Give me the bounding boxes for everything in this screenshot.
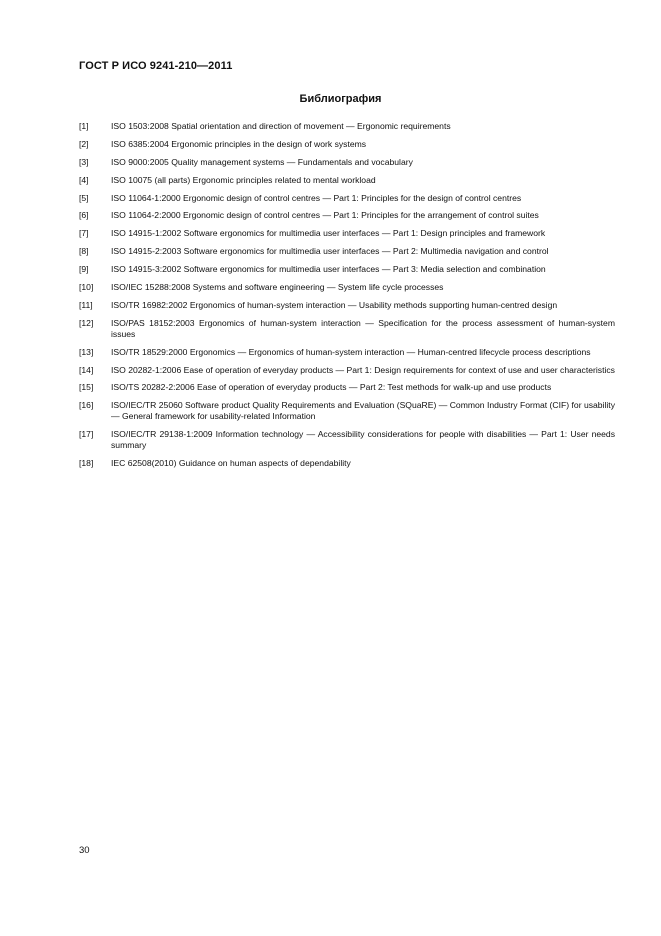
reference-item [79,246,615,257]
reference-number: [4] [79,174,89,185]
reference-item [79,121,615,132]
reference-item [79,139,615,150]
reference-item [79,228,615,239]
reference-item [79,429,615,451]
reference-text: ISO 9000:2005 Quality management systems — Fundamentals and vocabulary [111,156,413,167]
reference-number: [8] [79,246,89,257]
reference-number: [12] [79,317,94,328]
reference-text: ISO/IEC/TR 29138-1:2009 Information technology — Accessibility considerations for people with disabilities — Part 1: User needs summary [111,429,615,451]
reference-item [79,382,615,393]
bibliography-list [79,121,615,476]
reference-text: ISO 6385:2004 Ergonomic principles in the design of work systems [111,138,367,149]
reference-item [79,282,615,293]
reference-text: ISO 14915-2:2003 Software ergonomics for multimedia user interfaces — Part 2: Multimedia navigation and control [111,246,549,257]
reference-text: ISO/IEC 15288:2008 Systems and software engineering — System life cycle processes [111,282,444,293]
reference-number: [3] [79,156,89,167]
reference-text: ISO 11064-1:2000 Ergonomic design of control centres — Part 1: Principles for the design of control centres [111,192,522,203]
reference-text: ISO/TR 16982:2002 Ergonomics of human-system interaction — Usability methods supporting human-centred design [111,299,558,310]
page-number: 30 [79,845,90,856]
reference-number: [15] [79,382,94,393]
reference-item [79,347,615,358]
reference-number: [13] [79,346,94,357]
reference-number: [18] [79,458,94,469]
reference-item [79,193,615,204]
reference-number: [1] [79,121,89,131]
reference-item [79,264,615,275]
reference-text: IEC 62508(2010) Guidance on human aspects of dependability [111,458,351,469]
reference-item [79,365,615,376]
document-header: ГОСТ Р ИСО 9241-210—2011 [79,60,233,72]
reference-text: ISO 14915-3:2002 Software ergonomics for multimedia user interfaces — Part 3: Media selection and combination [111,264,546,275]
reference-item [79,300,615,311]
reference-number: [9] [79,264,89,275]
reference-number: [14] [79,364,94,375]
reference-item [79,458,615,469]
reference-number: [6] [79,210,89,221]
reference-text: ISO/IEC/TR 25060 Software product Quality Requirements and Evaluation (SQuaRE) — Common Industry Format (CIF) for usability — General framework for usability-related Information [111,400,615,422]
reference-number: [10] [79,282,94,293]
reference-item [79,157,615,168]
reference-item [79,175,615,186]
reference-number: [2] [79,138,89,149]
reference-number: [7] [79,228,89,239]
section-title: Библиография [299,93,382,105]
reference-text: ISO/TR 18529:2000 Ergonomics — Ergonomics of human-system interaction — Human-centred lifecycle process descriptions [111,346,591,357]
reference-text: ISO 1503:2008 Spatial orientation and direction of movement — Ergonomic requirements [111,121,451,131]
reference-number: [16] [79,400,94,411]
reference-text: ISO 11064-2:2000 Ergonomic design of control centres — Part 1: Principles for the arrangement of control suites [111,210,539,221]
reference-text: ISO/PAS 18152:2003 Ergonomics of human-system interaction — Specification for the process assessment of human-system issues [111,317,615,339]
reference-item [79,210,615,221]
reference-item [79,318,615,340]
reference-number: [11] [79,299,93,310]
reference-text: ISO 20282-1:2006 Ease of operation of everyday products — Part 1: Design requirements for context of use and user characteristics [111,364,615,375]
reference-text: ISO 10075 (all parts) Ergonomic principles related to mental workload [111,174,376,185]
reference-item [79,400,615,422]
reference-number: [17] [79,429,94,440]
reference-text: ISO/TS 20282-2:2006 Ease of operation of everyday products — Part 2: Test methods for walk-up and use products [111,382,552,393]
reference-number: [5] [79,192,89,203]
reference-text: ISO 14915-1:2002 Software ergonomics for multimedia user interfaces — Part 1: Design principles and framework [111,228,546,239]
